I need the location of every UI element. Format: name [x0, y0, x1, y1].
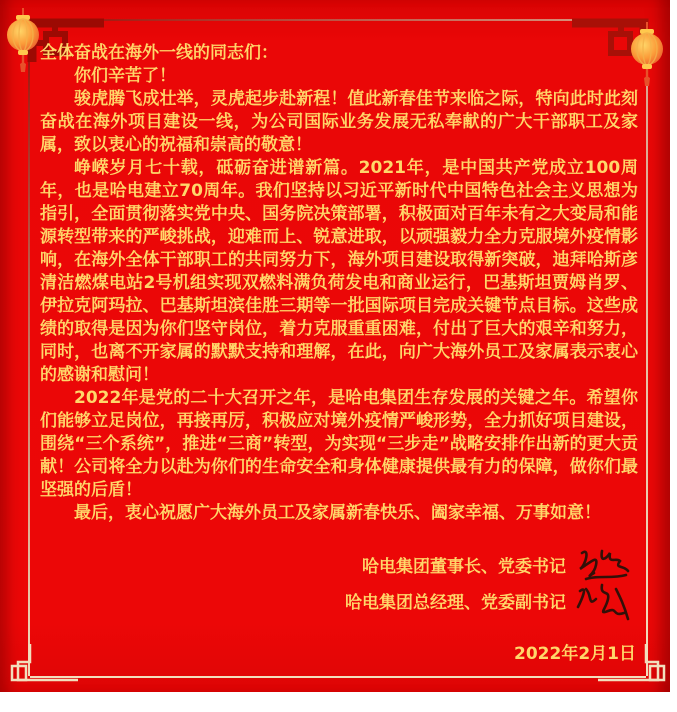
signature-row: [40, 549, 638, 585]
letter-paragraph: 2022年是党的二十大召开之年，是哈电集团生存发展的关键之年。希望你们能够立足岗位，再接再厉，积极应对境外疫情严峻形势，全力抓好项目建设，围绕“三个系统”，推进“三商”转型，为实现“三步走”战略安排作出新的更大贡献！公司将全力以赴为你们的生命安全和身体健康提供最有力的保障，做你们最坚强的后盾！: [40, 388, 638, 500]
letter-paragraph: 峥嵘岁月七十载，砥砺奋进谱新篇。2021年，是中国共产党成立100周年，也是哈电建立70周年。我们坚持以习近平新时代中国特色社会主义思想为指引，全面贯彻落实党中央、国务院决策部署，积极面对百年未有之大变局和能源转型带来的严峻挑战，迎难而上、锐意进取，以顽强毅力全力克服境外疫情影响，在海外全体干部职工的共同努力下，海外项目建设取得新突破，迪拜哈斯彦清洁燃煤电站2号机组实现双燃料满负荷发电和商业运行，巴基斯坦贾姆肖罗、伊拉克阿玛拉、巴基斯坦滨佳胜三期等一批国际项目完成关键节点目标。这些成绩的取得是因为你们坚守岗位，着力克服重重困难，付出了巨大的艰辛和努力，同时，也离不开家属的默默支持和理解，在此，向广大海外员工及家属表示衷心的感谢和慰问！: [40, 158, 638, 385]
frame-border-top: [30, 19, 646, 21]
letter-paragraph: 骏虎腾飞成壮举，灵虎起步赴新程！值此新春佳节来临之际，特向此时此刻奋战在海外项目建设一线，为公司国际业务发展无私奉献的广大干部职工及家属，致以衷心的祝福和崇高的敬意！: [40, 89, 638, 155]
signature-row: [40, 585, 638, 621]
signatory-title: 哈电集团董事长、党委书记: [362, 556, 566, 577]
signatory-title: 哈电集团总经理、党委副书记: [345, 592, 566, 613]
frame-border-left: [28, 20, 30, 676]
letter-paragraph: 你们辛苦了！: [74, 66, 176, 86]
lantern-icon: [2, 8, 42, 74]
letter-salutation: 全体奋战在海外一线的同志们：: [40, 43, 278, 63]
signature-block: [40, 549, 638, 621]
letter-date: 2022年2月1日: [514, 644, 636, 664]
letter-body: [40, 42, 638, 666]
letter-paragraph: 最后，衷心祝愿广大海外员工及家属新春快乐、阖家幸福、万事如意！: [74, 503, 601, 523]
frame-border-right: [646, 20, 648, 676]
signature-handwriting-icon: [572, 581, 634, 625]
frame-border-bottom: [30, 676, 646, 678]
